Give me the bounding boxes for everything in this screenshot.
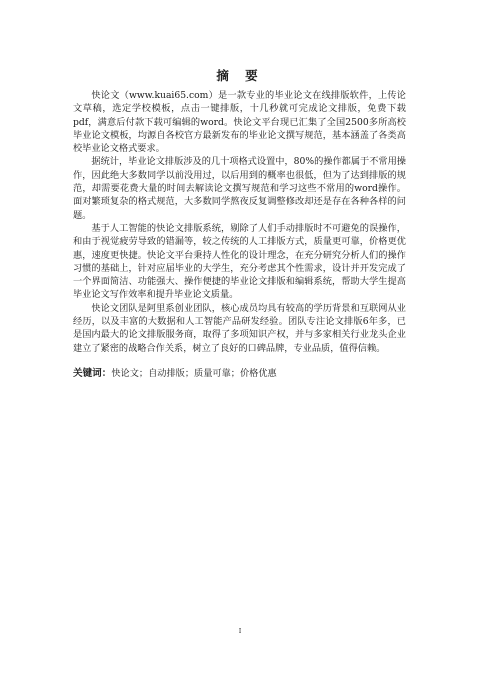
abstract-paragraph-4: 快论文团队是阿里系创业团队，核心成员均具有较高的学历背景和互联网从业经历，以及丰富的大数据和人工智能产品研发经验。团队专注论文排版6年多，已是国内最大的论文排版服务商，取得了多项知识产权，并与多家相关行业龙头企业建立了紧密的战略合作关系，树立了良好的口碑品牌，专业品质，值得信赖。 [73, 302, 406, 354]
abstract-paragraph-2: 据统计，毕业论文排版涉及的几十项格式设置中，80%的操作都属于不常用操作，因此绝大多数同学以前没用过，以后用到的概率也很低，但为了达到排版的规范，却需要花费大量的时间去解读论文撰写规范和学习这些不常用的word操作。面对繁琐复杂的格式规范，大多数同学熬夜反复调整修改却还是存在各种各样的问题。 [73, 156, 406, 221]
abstract-title: 摘 要 [216, 68, 264, 83]
abstract-body [73, 89, 406, 380]
keywords-line [73, 367, 406, 380]
page-number: I [238, 627, 242, 635]
abstract-paragraph-1: 快论文（www.kuai65.com）是一款专业的毕业论文在线排版软件，上传论文草稿，选定学校模板，点击一键排版，十几秒就可完成论文排版，免费下载pdf，满意后付款下载可编辑的word。快论文平台现已汇集了全国2500多所高校毕业论文模板，均源自各校官方最新发布的毕业论文撰写规范，基本涵盖了各类高校毕业论文格式要求。 [73, 90, 406, 155]
abstract-paragraph-3: 基于人工智能的快论文排版系统，剔除了人们手动排版时不可避免的误操作，和由于视觉疲劳导致的错漏等，较之传统的人工排版方式，质量更可靠，价格更优惠，速度更快捷。快论文平台秉持人性化的设计理念，在充分研究分析人们的操作习惯的基础上，针对应届毕业的大学生，充分考虑其个性需求，设计并开发完成了一个界面简洁、功能强大、操作便捷的毕业论文排版和编辑系统，帮助大学生提高毕业论文写作效率和提升毕业论文质量。 [73, 222, 406, 301]
keywords-label: 关键词： [73, 367, 112, 379]
keywords-text: 快论文；自动排版；质量可靠；价格优惠 [111, 367, 277, 379]
